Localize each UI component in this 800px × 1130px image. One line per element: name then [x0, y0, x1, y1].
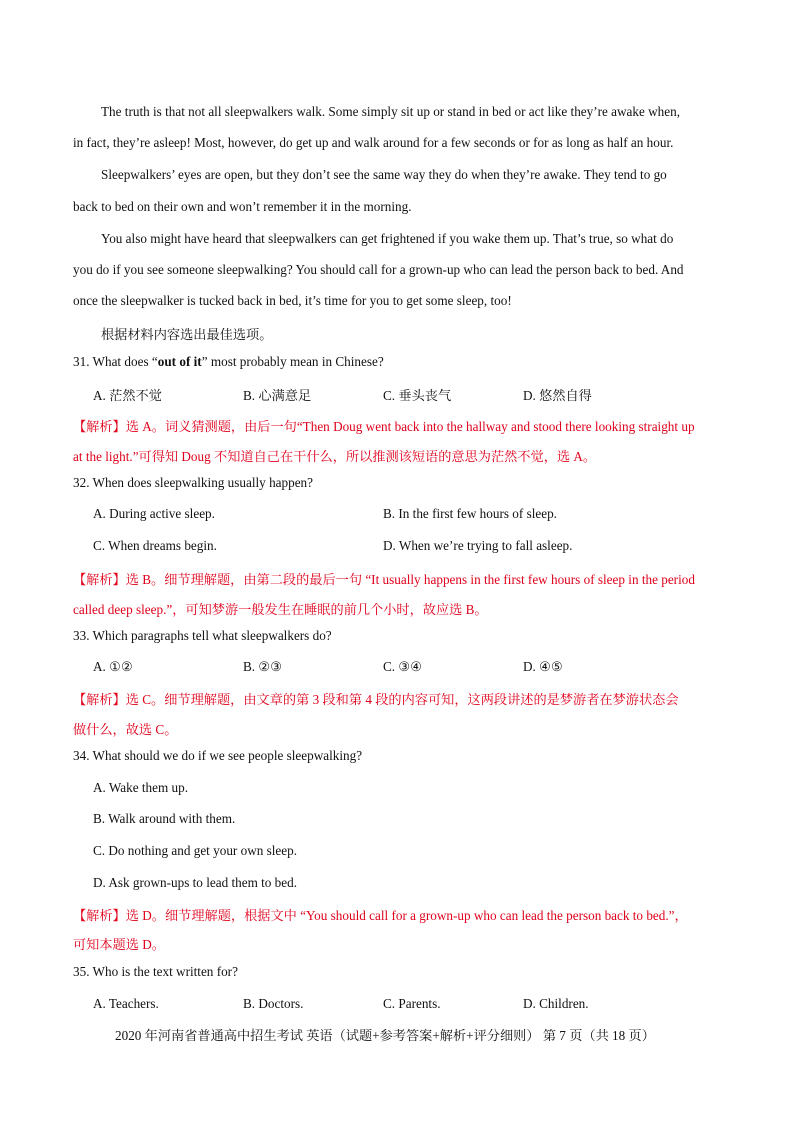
- question-32-option-b: B. In the first few hours of sleep.: [383, 506, 557, 521]
- question-34-stem: 34. What should we do if we see people sleepwalking?: [73, 748, 363, 763]
- passage-p3-line2: you do if you see someone sleepwalking? You should call for a grown-up who can lead the person back to bed. And: [73, 262, 684, 277]
- question-35-stem: 35. Who is the text written for?: [73, 964, 238, 979]
- question-34-option-c: C. Do nothing and get your own sleep.: [93, 843, 298, 858]
- passage-p3-line3: once the sleepwalker is tucked back in bed, it’s time for you to get some sleep, too!: [73, 293, 512, 308]
- question-33-analysis-line1: 【解析】选 C。细节理解题，由文章的第 3 段和第 4 段的内容可知，这两段讲述的是梦游者在梦游状态会: [73, 692, 679, 707]
- question-32-stem: 32. When does sleepwalking usually happen?: [73, 475, 314, 490]
- instruction: 根据材料内容选出最佳选项。: [101, 327, 273, 342]
- question-32-option-a: A. During active sleep.: [93, 506, 215, 521]
- passage-p1-line2: in fact, they’re asleep! Most, however, do get up and walk around for a few seconds or for as long as half an hour.: [73, 135, 674, 150]
- question-31-option-b: B. 心满意足: [243, 388, 312, 403]
- passage-p2-line2: back to bed on their own and won’t remember it in the morning.: [73, 199, 412, 214]
- question-35-option-b: B. Doctors.: [243, 996, 304, 1011]
- question-35-option-d: D. Children.: [523, 996, 589, 1011]
- question-31-analysis-line1: 【解析】选 A。词义猜测题，由后一句“Then Doug went back into the hallway and stood there looking straight up: [73, 419, 695, 434]
- question-33-analysis-line2: 做什么，故选 C。: [73, 722, 178, 737]
- passage-p2-line1: Sleepwalkers’ eyes are open, but they don’t see the same way they do when they’re awake. They tend to go: [101, 167, 667, 182]
- passage-p1-line1: The truth is that not all sleepwalkers walk. Some simply sit up or stand in bed or act like they’re awake when,: [101, 104, 681, 119]
- passage-p3-line1: You also might have heard that sleepwalkers can get frightened if you wake them up. That’s true, so what do: [101, 231, 674, 246]
- question-33-stem: 33. Which paragraphs tell what sleepwalkers do?: [73, 628, 332, 643]
- question-34-option-a: A. Wake them up.: [93, 780, 189, 795]
- question-34-analysis-line1: 【解析】选 D。细节理解题，根据文中 “You should call for a grown-up who can lead the person back to bed.”，: [73, 908, 688, 923]
- question-32-analysis-line1: 【解析】选 B。细节理解题，由第二段的最后一句 “It usually happens in the first few hours of sleep in the period: [73, 572, 695, 587]
- question-31-option-d: D. 悠然自得: [523, 388, 592, 403]
- question-33-option-b: B. ②③: [243, 659, 283, 674]
- question-31-keyword: out of it: [157, 354, 202, 369]
- question-32-analysis-line2: called deep sleep.”，可知梦游一般发生在睡眠的前几个小时，故应选 B。: [73, 602, 488, 617]
- question-33-option-a: A. ①②: [93, 659, 133, 674]
- question-35-option-c: C. Parents.: [383, 996, 441, 1011]
- page-footer: 2020 年河南省普通高中招生考试 英语（试题+参考答案+解析+评分细则） 第 7 页（共 18 页）: [115, 1028, 655, 1043]
- question-32-option-d: D. When we’re trying to fall asleep.: [383, 538, 573, 553]
- question-32-option-c: C. When dreams begin.: [93, 538, 217, 553]
- question-35-option-a: A. Teachers.: [93, 996, 159, 1011]
- question-33-option-c: C. ③④: [383, 659, 423, 674]
- question-33-option-d: D. ④⑤: [523, 659, 563, 674]
- question-34-option-d: D. Ask grown-ups to lead them to bed.: [93, 875, 298, 890]
- question-34-option-b: B. Walk around with them.: [93, 811, 236, 826]
- question-31-option-a: A. 茫然不觉: [93, 388, 162, 403]
- question-31-stem: 31. What does “out of it” most probably mean in Chinese?: [73, 354, 384, 369]
- question-31-option-c: C. 垂头丧气: [383, 388, 452, 403]
- question-34-analysis-line2: 可知本题选 D。: [73, 937, 165, 952]
- question-31-analysis-line2: at the light.”可得知 Doug 不知道自己在干什么，所以推测该短语的意思为茫然不觉，选 A。: [73, 449, 597, 464]
